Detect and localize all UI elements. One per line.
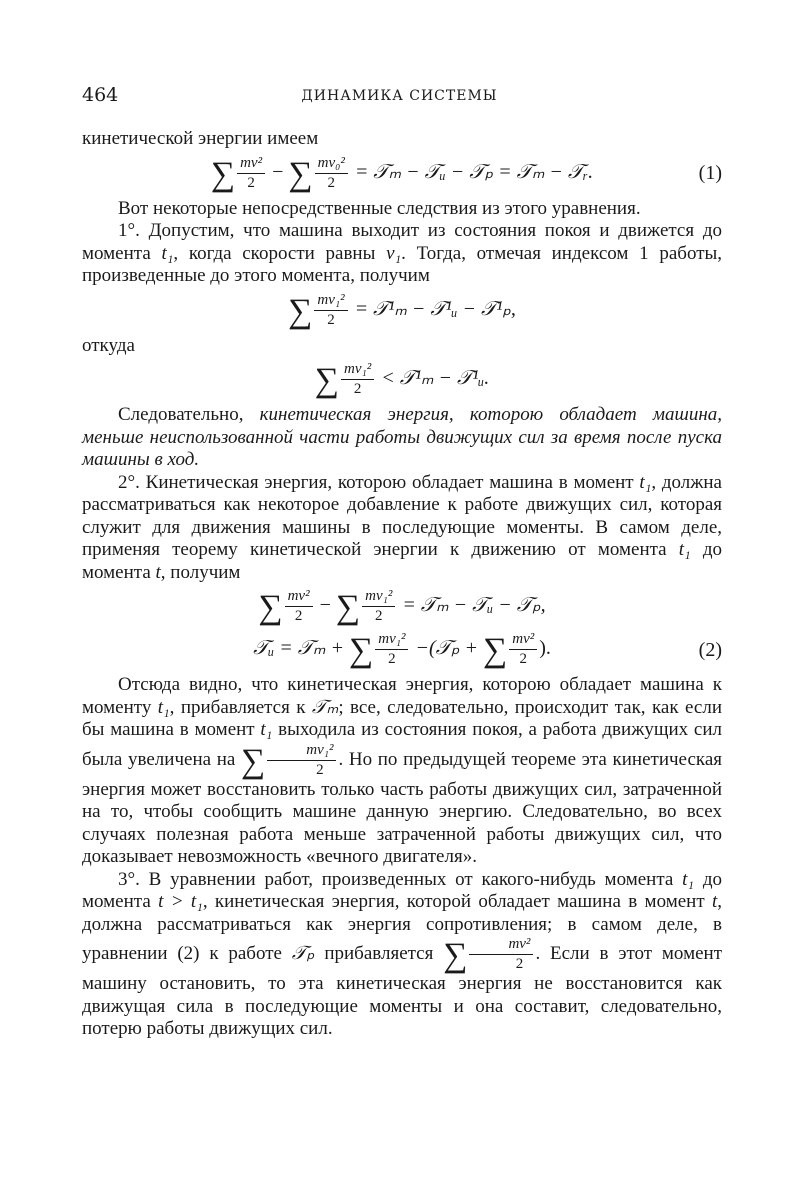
running-title: ДИНАМИКА СИСТЕМЫ	[301, 88, 498, 104]
paragraph-3: 3°. В уравнении работ, произведенных от какого-нибудь момента t₁ до момента t > t₁, кинетическая энергия, которой обладает машина в момент t, должна рассматриваться как энергия сопротивления; в самом деле, в уравнении (2) к работе 𝒯ₚ прибавляется ∑ $\frac{\text{mv²}}{2}$ . Если в этот момент машину остановить, то эта кинетическая энергия не восстановится как движущая сила в последующие моменты и она составит, следовательно, потерю работы движущих сил.	[82, 868, 723, 1040]
equation-3: ∑ $\frac{\text{mv₁²}}{2}$ < 𝒯¹ₘ − 𝒯¹ᵤ.	[314, 361, 490, 400]
intro-line: кинетической энергии имеем	[82, 128, 319, 149]
page-body	[82, 128, 722, 1041]
equation-1: ∑ $\frac{\text{mv²}}{2}$ − ∑ $\frac{\text{mv₀²}}{2}$ = 𝒯ₘ − 𝒯ᵤ − 𝒯ₚ = 𝒯ₘ − 𝒯ᵣ. (1)	[210, 154, 722, 193]
otkuda-line: откуда	[82, 334, 135, 356]
page-number: 464	[82, 84, 119, 106]
page-header	[82, 84, 717, 112]
paragraph-1: 1°. Допустим, что машина выходит из состояния покоя и движется до момента t₁, когда скорости равны v₁. Тогда, отмечая индексом 1 работы, произведенные до этого момента, получим	[82, 220, 723, 287]
equation-2-tag: (2)	[698, 638, 722, 661]
equation-4: ∑ $\frac{\text{mv²}}{2}$ − ∑ $\frac{\text{mv₁²}}{2}$ = 𝒯ₘ − 𝒯ᵤ − 𝒯ₚ,	[258, 588, 546, 627]
paragraph-consequence: Отсюда видно, что кинетическая энергия, которою обладает машина к моменту t₁, прибавляется к 𝒯ₘ; все, следовательно, происходит так, как если бы машина в момент t₁ выходила из состояния покоя, а работа движущих сил была увеличена на ∑ $\frac{\text{mv₁²}}{2}$ . Но по предыдущей теореме эта кинетическая энергия может восстановить только часть работы движущих сил, затраченной на то, чтобы сообщить машине данную энергию. Следовательно, во всех случаях полезная работа меньше затраченной работы движущих сил, что доказывает невозможность «вечного двигателя».	[82, 674, 723, 868]
paragraph-conclusion: Следовательно, кинетическая энергия, которою обладает машина, меньше неиспользованной части работы движущих сил за время после пуска машины в ход.	[82, 404, 722, 471]
equation-2: ∑ $\frac{\text{mv₁²}}{2}$ = 𝒯¹ₘ − 𝒯¹ᵤ − 𝒯¹ₚ,	[288, 291, 516, 330]
paragraph-2: 2°. Кинетическая энергия, которою обладает машина в момент t₁, должна рассматриваться как некоторое добавление к работе движущих сил, которая служит для движения машины в последующие моменты. В самом деле, применяя теорему кинетической энергии к движению от момента t₁ до момента t, получим	[82, 471, 723, 583]
equation-1-tag: (1)	[698, 161, 722, 184]
paragraph-consequences: Вот некоторые непосредственные следствия из этого уравнения.	[118, 197, 641, 219]
equation-5: 𝒯ᵤ = 𝒯ₘ + ∑ $\frac{\text{mv₁²}}{2}$ −(𝒯ₚ + ∑ $\frac{\text{mv²}}{2}$ ). (2)	[253, 631, 722, 670]
